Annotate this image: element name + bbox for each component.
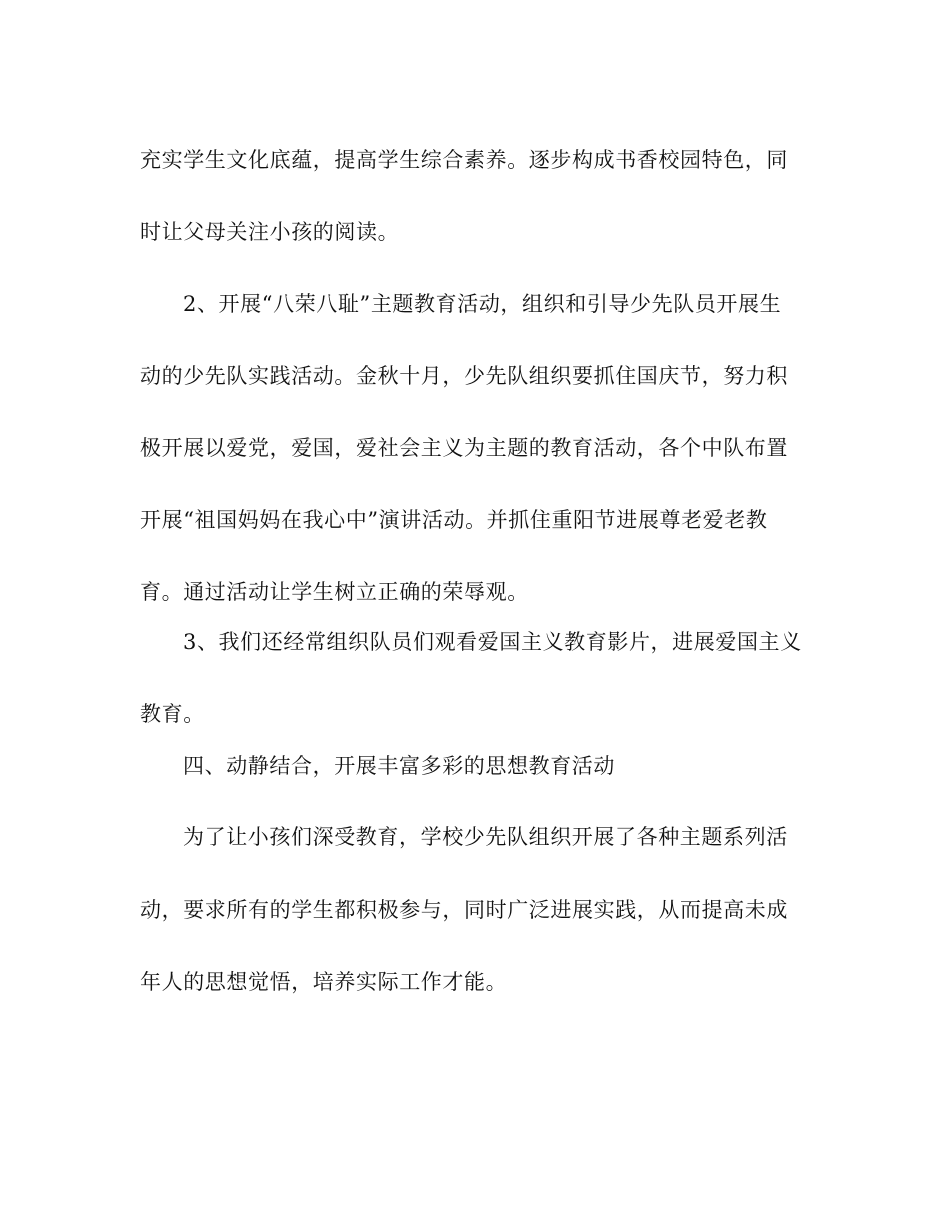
text-line: 2、开展“八荣八耻”主题教育活动，组织和引导少先队员开展生 — [183, 292, 782, 316]
text-line: 3、我们还经常组织队员们观看爱国主义教育影片，进展爱国主义 — [183, 630, 802, 654]
text-line: 育。通过活动让学生树立正确的荣辱观。 — [140, 580, 529, 604]
text-line: 动，要求所有的学生都积极参与，同时广泛进展实践，从而提高未成 — [140, 898, 788, 922]
text-line: 充实学生文化底蕴，提高学生综合素养。逐步构成书香校园特色，同 — [140, 148, 788, 172]
text-line: 极开展以爱党，爱国，爱社会主义为主题的教育活动，各个中队布置 — [140, 436, 788, 460]
text-line: 年人的思想觉悟，培养实际工作才能。 — [140, 970, 508, 994]
text-line: 开展“祖国妈妈在我心中”演讲活动。并抓住重阳节进展尊老爱老教 — [140, 508, 768, 532]
text-line: 为了让小孩们深受教育，学校少先队组织开展了各种主题系列活 — [183, 825, 788, 849]
text-line: 时让父母关注小孩的阅读。 — [140, 220, 400, 244]
section-heading: 四、动静结合，开展丰富多彩的思想教育活动 — [183, 754, 615, 778]
text-line: 教育。 — [140, 702, 205, 726]
text-line: 动的少先队实践活动。金秋十月，少先队组织要抓住国庆节，努力积 — [140, 364, 788, 388]
